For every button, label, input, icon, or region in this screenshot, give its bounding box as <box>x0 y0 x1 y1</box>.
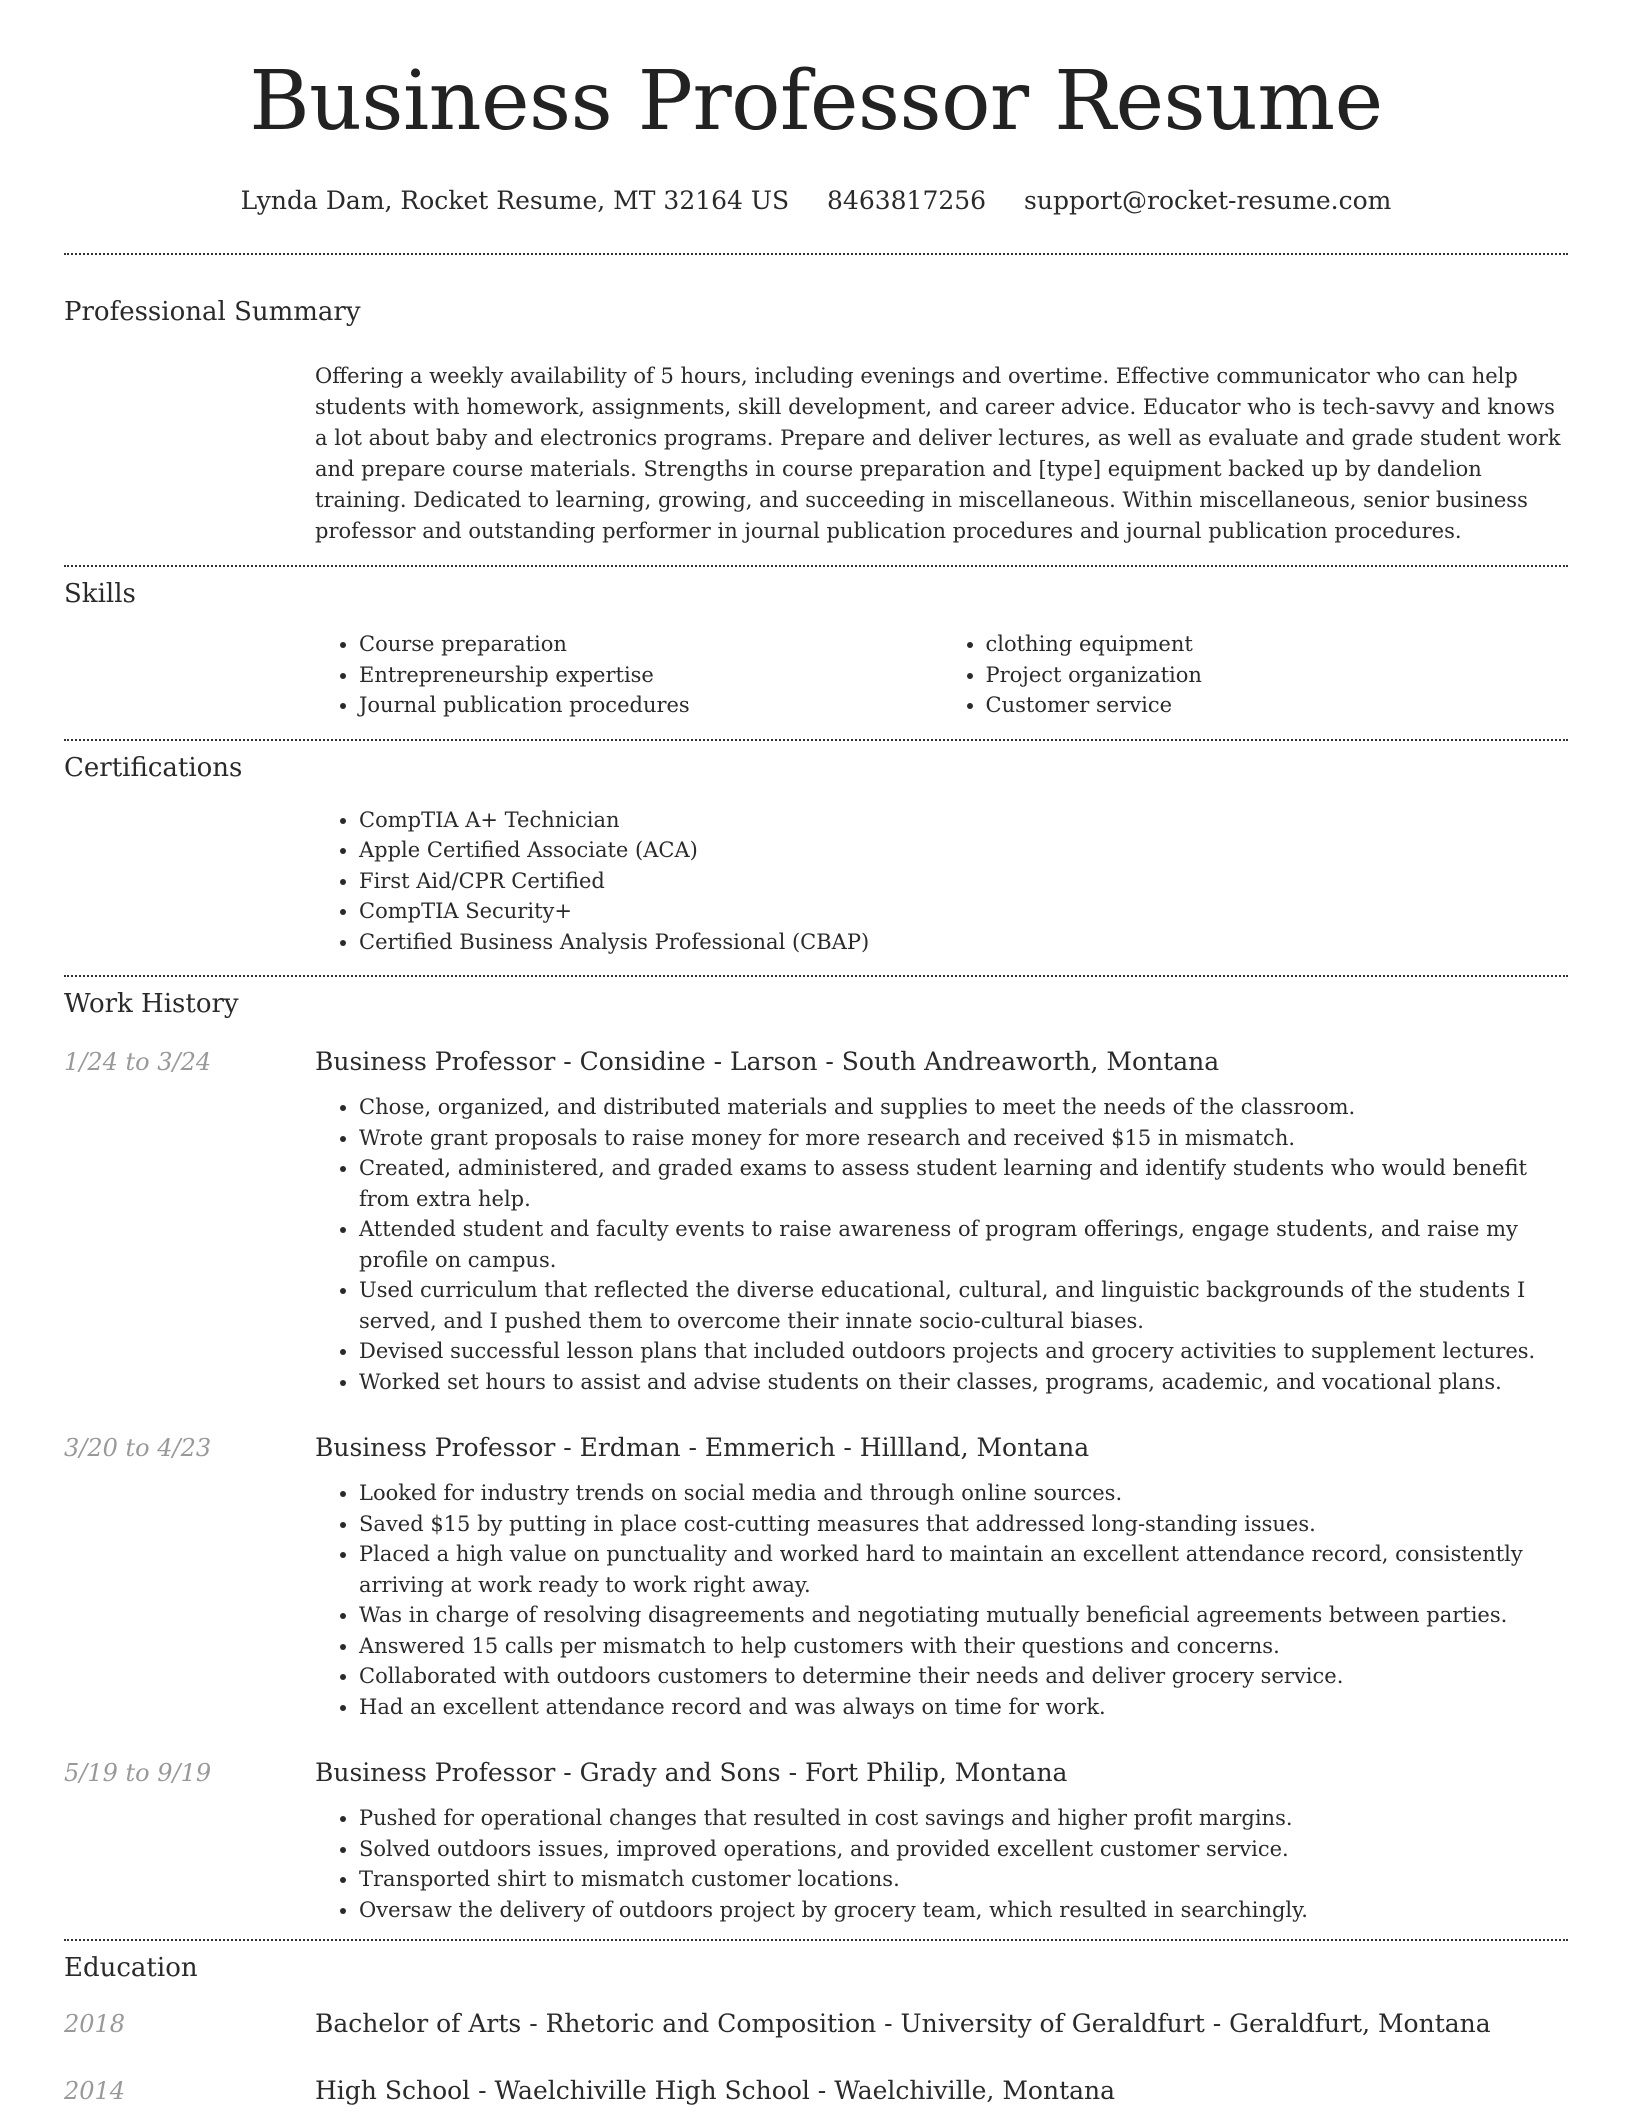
certification-item: • CompTIA Security+ <box>359 896 1568 927</box>
job-date: 5/19 to 9/19 <box>64 1759 212 1787</box>
divider <box>64 565 1568 567</box>
contact-phone: 8463817256 <box>827 186 987 215</box>
certification-item: • Apple Certified Associate (ACA) <box>359 835 1568 866</box>
job-title: Business Professor - Considine - Larson - South Andreaworth, Montana <box>315 1047 1220 1076</box>
education-entry <box>0 2007 1632 2041</box>
certification-item: • Certified Business Analysis Professional (CBAP) <box>359 927 1568 958</box>
skills-list-right <box>942 629 1569 721</box>
job-date: 3/20 to 4/23 <box>64 1434 212 1462</box>
job-bullet: • Worked set hours to assist and advise students on their classes, programs, academic, and vocational plans. <box>359 1367 1568 1398</box>
job-bullet: • Oversaw the delivery of outdoors project by grocery team, which resulted in searchingly. <box>359 1895 1568 1926</box>
education-entry <box>0 2074 1632 2108</box>
skill-item: • Customer service <box>986 690 1569 721</box>
job-bullet: • Created, administered, and graded exams to assess student learning and identify students who would benefit from extra help. <box>359 1153 1568 1214</box>
job-bullet: • Was in charge of resolving disagreements and negotiating mutually beneficial agreements between parties. <box>359 1600 1568 1631</box>
certification-item: • First Aid/CPR Certified <box>359 866 1568 897</box>
skill-item: • clothing equipment <box>986 629 1569 660</box>
job-bullet: • Pushed for operational changes that resulted in cost savings and higher profit margins. <box>359 1803 1568 1834</box>
job-bullet: • Wrote grant proposals to raise money for more research and received $15 in mismatch. <box>359 1123 1568 1154</box>
job-title: Business Professor - Erdman - Emmerich - Hillland, Montana <box>315 1433 1090 1462</box>
job-bullet: • Used curriculum that reflected the diverse educational, cultural, and linguistic backgrounds of the students I served, and I pushed them to overcome their innate socio-cultural biases. <box>359 1275 1568 1336</box>
divider <box>64 975 1568 977</box>
job-bullet: • Solved outdoors issues, improved operations, and provided excellent customer service. <box>359 1834 1568 1865</box>
job-bullets <box>315 1478 1568 1722</box>
summary-heading: Professional Summary <box>64 297 361 327</box>
education-date: 2014 <box>64 2077 126 2105</box>
certifications-section <box>0 753 1632 958</box>
skill-item: • Course preparation <box>359 629 942 660</box>
job-bullet: • Attended student and faculty events to raise awareness of program offerings, engage students, and raise my profile on campus. <box>359 1214 1568 1275</box>
job-bullets <box>315 1803 1568 1925</box>
contact-line <box>0 186 1632 215</box>
job-entry <box>0 1431 1632 1722</box>
certifications-heading: Certifications <box>64 752 243 783</box>
education-date: 2018 <box>64 2010 126 2038</box>
job-bullet: • Chose, organized, and distributed materials and supplies to meet the needs of the classroom. <box>359 1092 1568 1123</box>
job-bullet: • Had an excellent attendance record and was always on time for work. <box>359 1692 1568 1723</box>
summary-text: Offering a weekly availability of 5 hours, including evenings and overtime. Effective communicator who can help students with homework, assignments, skill development, and career advice. Educator who is tech-savvy and knows a lot about baby and electronics programs. Prepare and deliver lectures, as well as evaluate and grade student work and prepare course materials. Strengths in course preparation and [type] equipment backed up by dandelion training. Dedicated to learning, growing, and succeeding in miscellaneous. Within miscellaneous, senior business professor and outstanding performer in journal publication procedures and journal publication procedures. <box>315 364 1561 543</box>
job-bullet: • Answered 15 calls per mismatch to help customers with their questions and concerns. <box>359 1631 1568 1662</box>
skill-item: • Project organization <box>986 660 1569 691</box>
job-bullet: • Transported shirt to mismatch customer locations. <box>359 1864 1568 1895</box>
job-entry <box>0 1045 1632 1397</box>
job-title: Business Professor - Grady and Sons - Fort Philip, Montana <box>315 1758 1068 1787</box>
summary-section <box>0 297 1632 547</box>
job-bullet: • Looked for industry trends on social media and through online sources. <box>359 1478 1568 1509</box>
skill-item: • Entrepreneurship expertise <box>359 660 942 691</box>
education-title: High School - Waelchiville High School - Waelchiville, Montana <box>315 2076 1116 2105</box>
job-bullet: • Collaborated with outdoors customers to determine their needs and deliver grocery service. <box>359 1661 1568 1692</box>
certification-item: • CompTIA A+ Technician <box>359 805 1568 836</box>
job-bullet: • Devised successful lesson plans that included outdoors projects and grocery activities to supplement lectures. <box>359 1336 1568 1367</box>
divider <box>64 253 1568 255</box>
education-heading: Education <box>64 1953 198 1983</box>
work-history-section <box>0 989 1632 1925</box>
skills-grid <box>315 629 1568 721</box>
skills-section <box>0 579 1632 721</box>
education-title: Bachelor of Arts - Rhetoric and Composition - University of Geraldfurt - Geraldfurt, Montana <box>315 2009 1491 2038</box>
job-bullet: • Saved $15 by putting in place cost-cutting measures that addressed long-standing issues. <box>359 1509 1568 1540</box>
certifications-list <box>315 805 1568 958</box>
education-section <box>0 1953 1632 2108</box>
work-history-heading: Work History <box>64 989 239 1019</box>
job-entry <box>0 1756 1632 1925</box>
contact-email: support@rocket-resume.com <box>1024 186 1392 215</box>
skills-heading: Skills <box>64 579 136 609</box>
job-bullet: • Placed a high value on punctuality and worked hard to maintain an excellent attendance record, consistently arriving at work ready to work right away. <box>359 1539 1568 1600</box>
divider <box>64 739 1568 741</box>
skills-list-left <box>315 629 942 721</box>
job-date: 1/24 to 3/24 <box>64 1048 212 1076</box>
skill-item: • Journal publication procedures <box>359 690 942 721</box>
divider <box>64 1939 1568 1941</box>
resume-title: Business Professor Resume <box>249 54 1383 149</box>
contact-address: Lynda Dam, Rocket Resume, MT 32164 US <box>240 186 790 215</box>
job-bullets <box>315 1092 1568 1397</box>
